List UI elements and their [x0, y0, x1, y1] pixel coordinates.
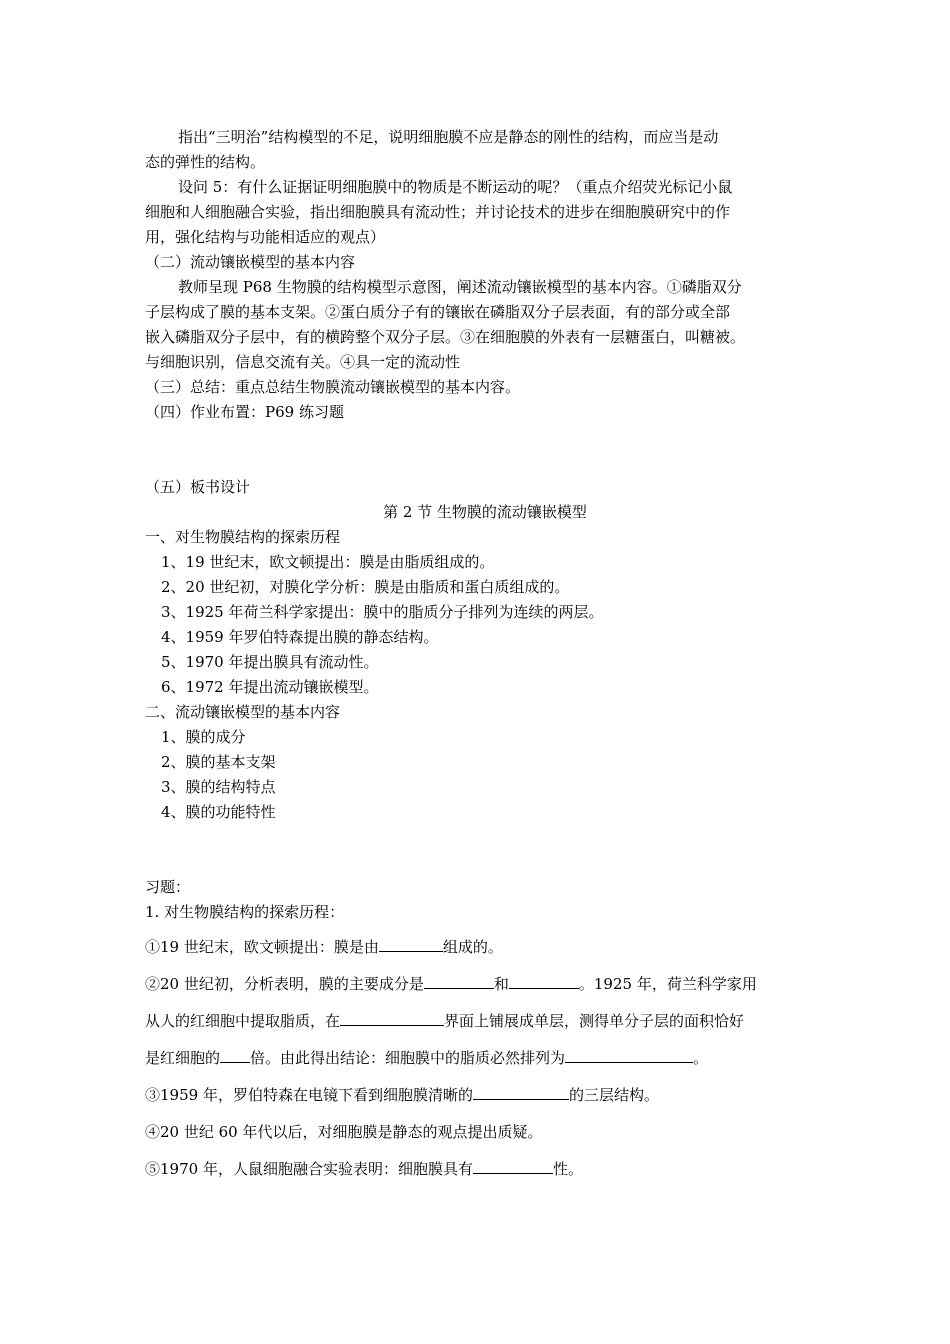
model-content-line: 与细胞识别，信息交流有关。④具一定的流动性 [145, 353, 461, 371]
question-5-line: 细胞和人细胞融合实验，指出细胞膜具有流动性；并讨论技术的进步在细胞膜研究中的作 [145, 203, 731, 221]
exercise-line-7: ⑤1970 年，人鼠细胞融合实验表明：细胞膜具有 性。 [145, 1160, 583, 1178]
section-heading: （二）流动镶嵌模型的基本内容 [145, 253, 356, 271]
exercise-line-6: ④20 世纪 60 年代以后，对细胞膜是静态的观点提出质疑。 [145, 1123, 543, 1141]
board-title: 第 2 节 生物膜的流动镶嵌模型 [383, 503, 587, 521]
exercise-question-1: 1. 对生物膜结构的探索历程： [145, 903, 345, 921]
list-item: 1、19 世纪末，欧文顿提出：膜是由脂质组成的。 [161, 553, 495, 571]
document-body [145, 125, 825, 1196]
fill-blank[interactable] [473, 1159, 553, 1174]
exercise-line-2: ②20 世纪初，分析表明，膜的主要成分是 和 。1925 年，荷兰科学家用 [145, 975, 757, 993]
homework-line: （四）作业布置：P69 练习题 [145, 403, 344, 421]
question-5-line: 用，强化结构与功能相适应的观点） [145, 228, 386, 246]
list-item: 2、膜的基本支架 [161, 753, 276, 771]
list-item: 4、膜的功能特性 [161, 803, 276, 821]
exercise-label: 习题： [145, 878, 191, 896]
list-item: 3、1925 年荷兰科学家提出：膜中的脂质分子排列为连续的两层。 [161, 603, 604, 621]
intro-paragraph-line: 指出“三明治”结构模型的不足，说明细胞膜不应是静态的刚性的结构，而应当是动 [178, 128, 719, 146]
intro-paragraph-line: 态的弹性的结构。 [145, 153, 266, 171]
exercise-line-5: ③1959 年，罗伯特森在电镜下看到细胞膜清晰的 的三层结构。 [145, 1086, 659, 1104]
fill-blank[interactable] [509, 974, 579, 989]
list-item: 4、1959 年罗伯特森提出膜的静态结构。 [161, 628, 439, 646]
fill-blank[interactable] [565, 1048, 693, 1063]
fill-blank[interactable] [379, 937, 443, 952]
model-content-line: 子层构成了膜的基本支架。②蛋白质分子有的镶嵌在磷脂双分子层表面，有的部分或全部 [145, 303, 731, 321]
list-item: 2、20 世纪初，对膜化学分析：膜是由脂质和蛋白质组成的。 [161, 578, 570, 596]
list-item: 3、膜的结构特点 [161, 778, 276, 796]
exercise-line-1: ①19 世纪末，欧文顿提出：膜是由 组成的。 [145, 938, 503, 956]
fill-blank[interactable] [220, 1048, 250, 1063]
summary-line: （三）总结：重点总结生物膜流动镶嵌模型的基本内容。 [145, 378, 521, 396]
board-part1-heading: 一、对生物膜结构的探索历程 [145, 528, 341, 546]
fill-blank[interactable] [424, 974, 494, 989]
board-part2-heading: 二、流动镶嵌模型的基本内容 [145, 703, 341, 721]
board-design-heading: （五）板书设计 [145, 478, 251, 496]
model-content-line: 教师呈现 P68 生物膜的结构模型示意图，阐述流动镶嵌模型的基本内容。①磷脂双分 [178, 278, 742, 296]
exercise-line-4: 是红细胞的 倍。由此得出结论：细胞膜中的脂质必然排列为 。 [145, 1049, 709, 1067]
list-item: 1、膜的成分 [161, 728, 246, 746]
model-content-line: 嵌入磷脂双分子层中，有的横跨整个双分子层。③在细胞膜的外表有一层糖蛋白，叫糖被。 [145, 328, 746, 346]
exercise-line-3: 从人的红细胞中提取脂质，在 界面上铺展成单层，测得单分子层的面积恰好 [145, 1012, 745, 1030]
list-item: 6、1972 年提出流动镶嵌模型。 [161, 678, 379, 696]
question-5-line: 设问 5：有什么证据证明细胞膜中的物质是不断运动的呢？（重点介绍荧光标记小鼠 [178, 178, 733, 196]
list-item: 5、1970 年提出膜具有流动性。 [161, 653, 379, 671]
fill-blank[interactable] [473, 1085, 569, 1100]
fill-blank[interactable] [340, 1011, 444, 1026]
